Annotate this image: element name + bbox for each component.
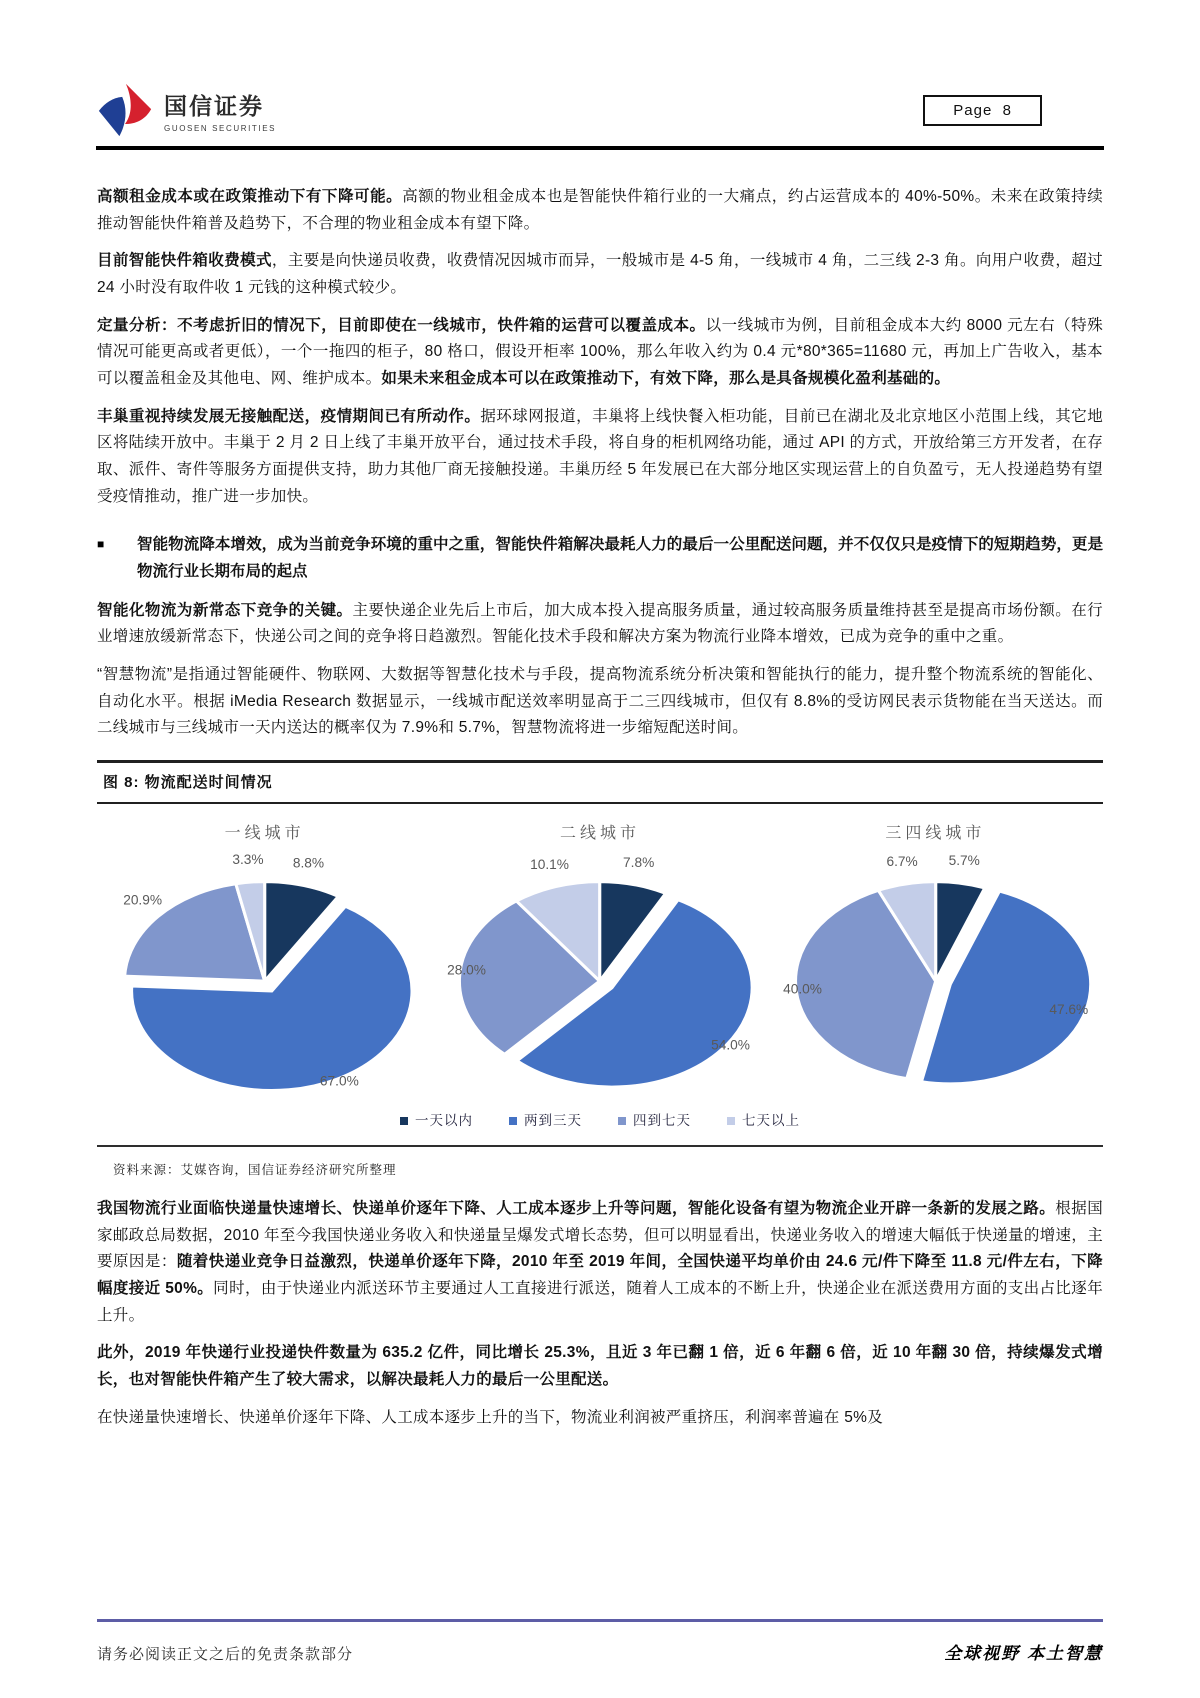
legend-swatch-icon	[727, 1117, 735, 1125]
pie-slice-label: 8.8%	[292, 855, 325, 871]
chart-legend	[97, 1109, 1103, 1146]
paragraph: “智慧物流”是指通过智能硬件、物联网、大数据等智慧化技术与手段，提高物流系统分析决策和智能执行的能力，提升整个物流系统的智能化、自动化水平。根据 iMedia Research 数据显示，一线城市配送效率明显高于二三四线城市，但仅有 8.8%的受访网民表示货物能在当天送达。而二线城市与三线城市一天内送达的概率仅为 7.9%和 5.7%，智慧物流将进一步缩短配送时间。	[97, 665, 1103, 737]
legend-item	[509, 1109, 582, 1132]
legend-swatch-icon	[509, 1117, 517, 1125]
paragraphs-top	[97, 184, 1103, 742]
paragraph: 高额租金成本或在政策推动下有下降可能。高额的物业租金成本也是智能快件箱行业的一大痛点，约占运营成本的 40%-50%。未来在政策持续推动智能快件箱普及趋势下，不合理的物业租金成本有望下降。	[97, 188, 1103, 232]
pie-slice-label: 6.7%	[886, 854, 918, 870]
paragraph: 智能化物流为新常态下竞争的关键。主要快递企业先后上市后，加大成本投入提高服务质量，通过较高服务质量维持甚至是提高市场份额。在行业增速放缓新常态下，快递公司之间的竞争将日趋激烈。智能化技术手段和解决方案为物流行业降本增效，已成为竞争的重中之重。	[97, 601, 1103, 646]
paragraphs-bottom	[97, 1196, 1103, 1431]
pie-slice-label: 3.3%	[232, 851, 264, 867]
header-rule	[96, 146, 1104, 150]
legend-item	[727, 1109, 800, 1132]
pie-slice-label: 47.6%	[1049, 1002, 1088, 1018]
figure-caption: 图 8: 物流配送时间情况	[97, 760, 1103, 804]
legend-swatch-icon	[618, 1117, 626, 1125]
legend-label: 七天以上	[742, 1113, 800, 1129]
paragraph: 目前智能快件箱收费模式，主要是向快递员收费，收费情况因城市而异，一般城市是 4-5 角，一线城市 4 角，二三线 2-3 角。向用户收费，超过 24 小时没有取件收 1 元钱的这种模式较少。	[97, 252, 1103, 296]
legend-label: 四到七天	[633, 1113, 691, 1129]
bullet-text: 智能物流降本增效，成为当前竞争环境的重中之重，智能快件箱解决最耗人力的最后一公里配送问题，并不仅仅只是疫情下的短期趋势，更是物流行业长期布局的起点	[137, 536, 1103, 580]
pie-slice-label: 54.0%	[711, 1037, 751, 1053]
bullet-square-icon: ■	[97, 537, 105, 552]
pie-chart-title: 一线城市	[224, 824, 305, 842]
page-footer	[97, 1619, 1103, 1664]
figure-source: 资料来源：艾媒咨询，国信证券经济研究所整理	[113, 1162, 397, 1177]
paragraph: 我国物流行业面临快递量快速增长、快递单价逐年下降、人工成本逐步上升等问题，智能化设备有望为物流企业开辟一条新的发展之路。根据国家邮政总局数据，2010 年至今我国快递业务收入和快递量呈爆发式增长态势，但可以明显看出，快递业务收入的增速大幅低于快递量的增速，主要原因是：随着快递业竞争日益激烈，快递单价逐年下降，2010 年至 2019 年间，全国快递平均单价由 24.6 元/件下降至 11.8 元/件左右，下降幅度接近 50%。同时，由于快递业内派送环节主要通过人工直接进行派送，随着人工成本的不断上升，快递企业在派送费用方面的支出占比逐年上升。	[97, 1200, 1103, 1324]
legend-label: 一天以内	[415, 1113, 473, 1129]
pie-slice-label: 20.9%	[123, 892, 163, 908]
figure-8	[97, 760, 1103, 1185]
logo-text	[164, 88, 276, 133]
pie-chart-二线城市	[432, 808, 767, 1110]
pie-slice-label: 5.7%	[948, 853, 980, 869]
legend-swatch-icon	[400, 1117, 408, 1125]
legend-label: 两到三天	[524, 1113, 582, 1129]
logo-title: 国信证券	[164, 92, 264, 119]
page-header	[96, 82, 1104, 138]
pie-charts-row	[97, 808, 1103, 1110]
pie-chart-三四线城市	[768, 808, 1103, 1110]
page-number: 8	[1002, 101, 1012, 119]
page-label: Page	[953, 101, 993, 119]
pie-chart-title: 三四线城市	[885, 824, 986, 842]
logo-subtitle: GUOSEN SECURITIES	[164, 123, 277, 133]
report-body	[97, 184, 1103, 1431]
guosen-logo	[96, 82, 276, 138]
paragraph: 在快递量快速增长、快递单价逐年下降、人工成本逐步上升的当下，物流业利润被严重挤压，利润率普遍在 5%及	[97, 1408, 884, 1426]
page-number-box	[923, 95, 1042, 126]
pie-chart-canvas	[432, 847, 767, 1109]
pie-slice-label: 67.0%	[319, 1073, 359, 1089]
paragraph: 此外，2019 年快递行业投递快件数量为 635.2 亿件，同比增长 25.3%，且近 3 年已翻 1 倍，近 6 年翻 6 倍，近 10 年翻 30 倍，持续爆发式增长，也对智能快件箱产生了较大需求，以解决最耗人力的最后一公里配送。	[97, 1344, 1103, 1388]
paragraph: 丰巢重视持续发展无接触配送，疫情期间已有所动作。据环球网报道，丰巢将上线快餐入柜功能，目前已在湖北及北京地区小范围上线，其它地区将陆续开放中。丰巢于 2 月 2 日上线了丰巢开放平台，通过技术手段，将自身的柜机网络功能，通过 API 的方式，开放给第三方开发者，在存取、派件、寄件等服务方面提供支持，助力其他厂商无接触投递。丰巢历经 5 年发展已在大部分地区实现运营上的自负盈亏，无人投递趋势有望受疫情推动，推广进一步加快。	[97, 407, 1104, 505]
legend-item	[618, 1109, 691, 1132]
paragraph: 定量分析：不考虑折旧的情况下，目前即使在一线城市，快件箱的运营可以覆盖成本。以一线城市为例，目前租金成本大约 8000 元左右（特殊情况可能更高或者更低），一个一拖四的柜子，80 格口，假设开柜率 100%，那么年收入约为 0.4 元*80*365=11680 元，再加上广告收入，基本可以覆盖租金及其他电、网、维护成本。如果未来租金成本可以在政策推动下，有效下降，那么是具备规模化盈利基础的。	[97, 316, 1103, 387]
pie-chart-canvas	[768, 847, 1103, 1109]
footer-disclaimer: 请务必阅读正文之后的免责条款部分	[97, 1646, 354, 1663]
pie-slice-label: 28.0%	[447, 962, 487, 978]
pie-chart-title: 二线城市	[559, 824, 640, 842]
pie-chart-一线城市	[97, 808, 432, 1110]
pie-slice-label: 10.1%	[530, 857, 570, 873]
bullet-item	[97, 532, 1103, 585]
pie-slice-label: 40.0%	[782, 981, 822, 997]
footer-slogan: 全球视野 本土智慧	[944, 1644, 1103, 1663]
legend-item	[400, 1109, 473, 1132]
guosen-logo-mark-icon	[96, 82, 154, 138]
pie-chart-canvas	[97, 847, 432, 1109]
pie-slice-label: 7.8%	[623, 854, 655, 870]
